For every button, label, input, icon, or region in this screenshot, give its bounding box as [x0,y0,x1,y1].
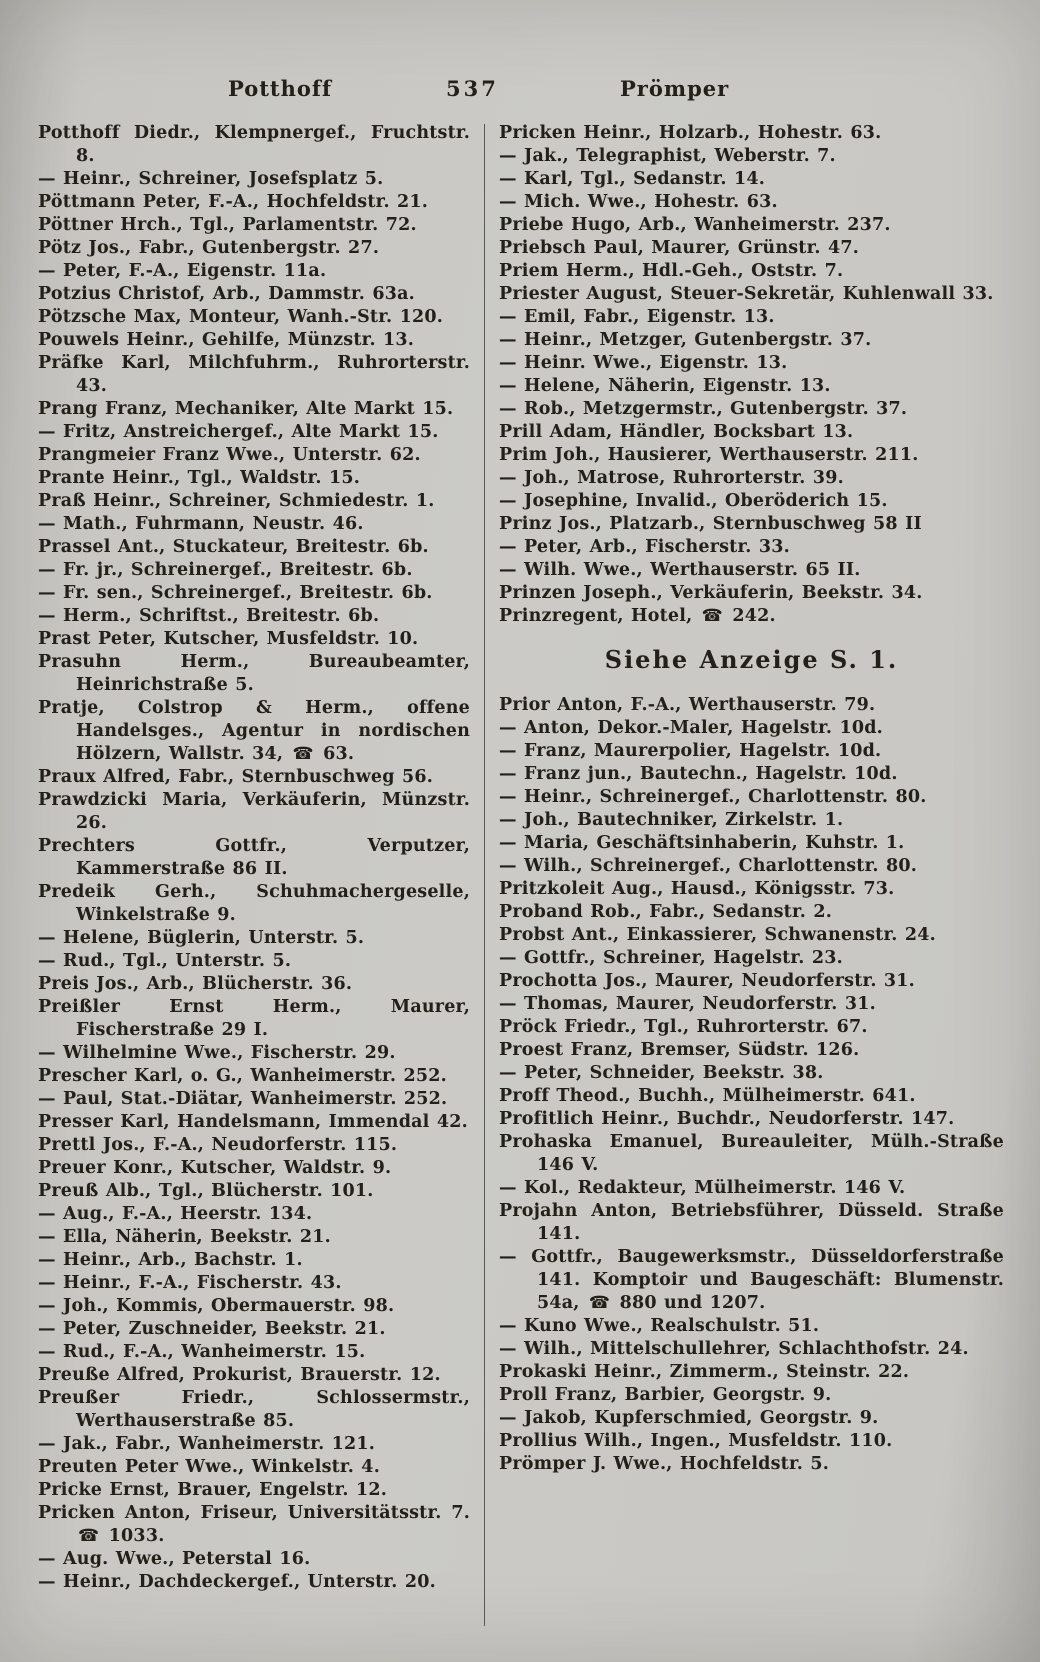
directory-entry: Profitlich Heinr., Buchdr., Neudorferstr. 147. [499,1109,955,1129]
directory-entry: Prang Franz, Mechaniker, Alte Markt 15. [38,399,454,419]
directory-entry: Prill Adam, Händler, Bocksbart 13. [499,422,854,442]
directory-entry: — Fritz, Anstreichergef., Alte Markt 15. [38,422,439,442]
directory-entry: — Aug. Wwe., Peterstal 16. [38,1549,311,1569]
directory-entry: Prochotta Jos., Maurer, Neudorferstr. 31. [499,971,915,991]
directory-entry: Präfke Karl, Milchfuhrm., Ruhrorterstr. 43. [38,353,470,396]
directory-entry: — Wilh., Schreinergef., Charlottenstr. 80. [499,856,918,876]
phone-icon: ☎ [78,1526,100,1546]
directory-entry: — Wilh. Wwe., Werthauserstr. 65 II. [499,560,861,580]
directory-entry: — Wilhelmine Wwe., Fischerstr. 29. [38,1043,396,1063]
directory-entry: Prangmeier Franz Wwe., Unterstr. 62. [38,445,421,465]
running-head-right-keyword: Prömper [620,76,730,101]
directory-entry: — Heinr., Schreiner, Josefsplatz 5. [38,169,384,189]
directory-entry: Prawdzicki Maria, Verkäuferin, Münzstr. 26. [38,790,470,833]
directory-entry: — Heinr., Schreinergef., Charlottenstr. 80. [499,787,927,807]
directory-column-right [499,122,1004,1626]
directory-entry: Projahn Anton, Betriebsführer, Düsseld. Straße 141. [499,1201,1004,1244]
directory-entry: Praß Heinr., Schreiner, Schmiedestr. 1. [38,491,435,511]
directory-entry: — Paul, Stat.-Diätar, Wanheimerstr. 252. [38,1089,448,1109]
directory-entry: Pötzsche Max, Monteur, Wanh.-Str. 120. [38,307,444,327]
directory-entry: — Rud., Tgl., Unterstr. 5. [38,951,292,971]
directory-entry: Pröck Friedr., Tgl., Ruhrorterstr. 67. [499,1017,868,1037]
directory-entry: — Thomas, Maurer, Neudorferstr. 31. [499,994,876,1014]
directory-entry: Proll Franz, Barbier, Georgstr. 9. [499,1385,832,1405]
directory-entry: — Franz, Maurerpolier, Hagelstr. 10d. [499,741,882,761]
directory-entry: — Math., Fuhrmann, Neustr. 46. [38,514,364,534]
directory-entry: Prast Peter, Kutscher, Musfeldstr. 10. [38,629,419,649]
directory-entry: — Rob., Metzgermstr., Gutenbergstr. 37. [499,399,908,419]
directory-entry: Proest Franz, Bremser, Südstr. 126. [499,1040,860,1060]
phone-icon: ☎ [588,1293,611,1313]
directory-entry: — Heinr. Wwe., Eigenstr. 13. [499,353,788,373]
directory-entry: — Josephine, Invalid., Oberöderich 15. [499,491,888,511]
phone-icon: ☎ [701,606,724,626]
directory-entry: Preuten Peter Wwe., Winkelstr. 4. [38,1457,380,1477]
directory-entry: — Aug., F.-A., Heerstr. 134. [38,1204,313,1224]
directory-entry: — Peter, Zuschneider, Beekstr. 21. [38,1319,386,1339]
directory-entry: Priem Herm., Hdl.-Geh., Oststr. 7. [499,261,844,281]
directory-entry: Proff Theod., Buchh., Mülheimerstr. 641. [499,1086,916,1106]
directory-entry: — Emil, Fabr., Eigenstr. 13. [499,307,775,327]
directory-entry: Preußer Friedr., Schlossermstr., Werthauserstraße 85. [38,1388,470,1431]
directory-entry: — Helene, Büglerin, Unterstr. 5. [38,928,365,948]
directory-entry: Pöttner Hrch., Tgl., Parlamentstr. 72. [38,215,417,235]
column-divider-rule [484,124,485,1626]
directory-entry: — Heinr., Metzger, Gutenbergstr. 37. [499,330,872,350]
directory-entry: — Kuno Wwe., Realschulstr. 51. [499,1316,820,1336]
directory-entry: — Fr. sen., Schreinergef., Breitestr. 6b. [38,583,433,603]
directory-entry: Predeik Gerh., Schuhmachergeselle, Winkelstraße 9. [38,882,470,925]
directory-entry: Presser Karl, Handelsmann, Immendal 42. [38,1112,468,1132]
directory-entry: Pritzkoleit Aug., Hausd., Königsstr. 73. [499,879,895,899]
directory-entry: — Herm., Schriftst., Breitestr. 6b. [38,606,380,626]
directory-entry: Pouwels Heinr., Gehilfe, Münzstr. 13. [38,330,415,350]
directory-entry: Prim Joh., Hausierer, Werthauserstr. 211. [499,445,919,465]
directory-column-left [38,122,470,1626]
directory-entry: — Jakob, Kupferschmied, Georgstr. 9. [499,1408,879,1428]
running-head-left-keyword: Potthoff [228,76,332,101]
directory-entry: Pricken Anton, Friseur, Universitätsstr. 7. ☎ 1033. [38,1503,470,1546]
directory-columns [38,122,1004,1626]
directory-entry: — Gottfr., Schreiner, Hagelstr. 23. [499,948,843,968]
directory-entry: Prettl Jos., F.-A., Neudorferstr. 115. [38,1135,398,1155]
directory-entry: — Gottfr., Baugewerksmstr., Düsseldorferstraße 141. Komptoir und Baugeschäft: Blumenstr. 54a, ☎ 880 und 1207. [499,1247,1004,1313]
directory-entry: Prasuhn Herm., Bureaubeamter, Heinrichstraße 5. [38,652,470,695]
directory-entry: — Joh., Matrose, Ruhrorterstr. 39. [499,468,844,488]
directory-entry: — Mich. Wwe., Hohestr. 63. [499,192,778,212]
directory-entry: Probst Ant., Einkassierer, Schwanenstr. 24. [499,925,936,945]
directory-entry: Pöttmann Peter, F.-A., Hochfeldstr. 21. [38,192,429,212]
running-head [0,76,1040,106]
directory-entry: Preuße Alfred, Prokurist, Brauerstr. 12. [38,1365,441,1385]
directory-entry: Prohaska Emanuel, Bureauleiter, Mülh.-Straße 146 V. [499,1132,1004,1175]
directory-entry: Priester August, Steuer-Sekretär, Kuhlenwall 33. [499,284,994,304]
directory-entry: Proband Rob., Fabr., Sedanstr. 2. [499,902,833,922]
directory-entry: — Fr. jr., Schreinergef., Breitestr. 6b. [38,560,413,580]
directory-entry: Prante Heinr., Tgl., Waldstr. 15. [38,468,361,488]
directory-entry: Praux Alfred, Fabr., Sternbuschweg 56. [38,767,433,787]
directory-entry: — Peter, Arb., Fischerstr. 33. [499,537,790,557]
directory-entry: — Heinr., Dachdeckergef., Unterstr. 20. [38,1572,436,1592]
directory-entry: Preuß Alb., Tgl., Blücherstr. 101. [38,1181,374,1201]
directory-entry: Prinz Jos., Platzarb., Sternbuschweg 58 II [499,514,922,534]
directory-entry: — Jak., Telegraphist, Weberstr. 7. [499,146,836,166]
directory-entry: — Wilh., Mittelschullehrer, Schlachthofstr. 24. [499,1339,969,1359]
directory-entry: Prechters Gottfr., Verputzer, Kammerstraße 86 II. [38,836,470,879]
directory-entry: — Peter, Schneider, Beekstr. 38. [499,1063,824,1083]
directory-entry: — Anton, Dekor.-Maler, Hagelstr. 10d. [499,718,883,738]
directory-entry: Potthoff Diedr., Klempnergef., Fruchtstr. 8. [38,123,470,166]
directory-entry: Potzius Christof, Arb., Dammstr. 63a. [38,284,415,304]
directory-entry: — Peter, F.-A., Eigenstr. 11a. [38,261,327,281]
directory-entry: — Helene, Näherin, Eigenstr. 13. [499,376,831,396]
directory-entry: Prinzregent, Hotel, ☎ 242. [499,606,776,626]
directory-entry: — Ella, Näherin, Beekstr. 21. [38,1227,331,1247]
directory-entry: — Maria, Geschäftsinhaberin, Kuhstr. 1. [499,833,905,853]
page-number: 537 [446,76,499,101]
directory-entry: Prior Anton, F.-A., Werthauserstr. 79. [499,695,876,715]
see-advert-notice: Siehe Anzeige S. 1. [604,645,899,674]
directory-entry: Pötz Jos., Fabr., Gutenbergstr. 27. [38,238,380,258]
directory-entry: Preis Jos., Arb., Blücherstr. 36. [38,974,353,994]
directory-entry: Pratje, Colstrop & Herm., offene Handelsges., Agentur in nordischen Hölzern, Wallstr. 34, ☎ 63. [38,698,470,764]
directory-entry: Prömper J. Wwe., Hochfeldstr. 5. [499,1454,830,1474]
directory-entry: Pricken Heinr., Holzarb., Hohestr. 63. [499,123,882,143]
directory-entry: Prescher Karl, o. G., Wanheimerstr. 252. [38,1066,447,1086]
directory-entry: — Rud., F.-A., Wanheimerstr. 15. [38,1342,366,1362]
directory-entry: — Kol., Redakteur, Mülheimerstr. 146 V. [499,1178,906,1198]
directory-entry: — Heinr., F.-A., Fischerstr. 43. [38,1273,342,1293]
directory-entry: Pricke Ernst, Brauer, Engelstr. 12. [38,1480,388,1500]
directory-entry: — Jak., Fabr., Wanheimerstr. 121. [38,1434,376,1454]
directory-entry: Preißler Ernst Herm., Maurer, Fischerstraße 29 I. [38,997,470,1040]
directory-entry: Priebe Hugo, Arb., Wanheimerstr. 237. [499,215,891,235]
directory-entry: Prollius Wilh., Ingen., Musfeldstr. 110. [499,1431,893,1451]
directory-entry: Prokaski Heinr., Zimmerm., Steinstr. 22. [499,1362,910,1382]
directory-entry: — Franz jun., Bautechn., Hagelstr. 10d. [499,764,898,784]
directory-entry: — Heinr., Arb., Bachstr. 1. [38,1250,303,1270]
directory-entry: Priebsch Paul, Maurer, Grünstr. 47. [499,238,860,258]
directory-entry: — Joh., Kommis, Obermauerstr. 98. [38,1296,395,1316]
directory-entry: Prassel Ant., Stuckateur, Breitestr. 6b. [38,537,429,557]
directory-entry: Preuer Konr., Kutscher, Waldstr. 9. [38,1158,392,1178]
directory-entry: — Karl, Tgl., Sedanstr. 14. [499,169,766,189]
directory-entry: — Joh., Bautechniker, Zirkelstr. 1. [499,810,844,830]
directory-entry: Prinzen Joseph., Verkäuferin, Beekstr. 34. [499,583,923,603]
phone-icon: ☎ [292,744,314,764]
